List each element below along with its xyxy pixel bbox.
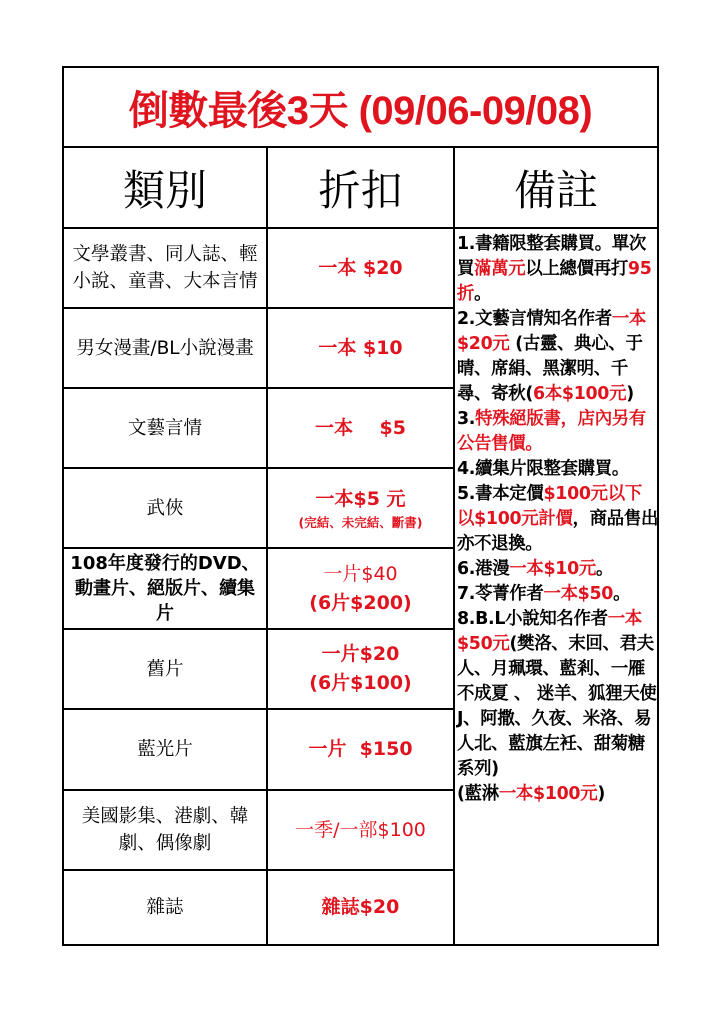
discount-cell xyxy=(268,389,453,467)
note-text: ) xyxy=(597,784,605,804)
note-highlight: 滿萬元 xyxy=(474,259,526,279)
note-highlight: 一本$50元 xyxy=(457,609,642,654)
note-text: 。 xyxy=(613,584,631,604)
note-text: 。 xyxy=(595,559,614,579)
discount-value: 一片$20 xyxy=(321,643,400,665)
discount-cell xyxy=(268,229,453,307)
discount-value: 一季/一部$100 xyxy=(295,818,426,841)
note-text: (樊洛、末回、君夫人、月珮環、藍剎、一雁不成夏 、 迷羊、狐狸天使J、阿撒、久夜、米洛、易人北、藍旗左衽、甜菊糖系列) xyxy=(457,634,657,779)
category-cell: 男女漫畫/BL小說漫畫 xyxy=(76,337,254,359)
note-item xyxy=(457,782,659,807)
note-item xyxy=(457,582,659,607)
note-item xyxy=(457,407,659,457)
discount-value: 一片$40 xyxy=(323,562,398,585)
discount-cell xyxy=(268,549,453,628)
note-text: 4.續集片限整套購買。 xyxy=(457,459,629,479)
discount-note: (6片$200) xyxy=(309,591,412,614)
note-item xyxy=(457,457,659,482)
note-highlight: 95折 xyxy=(457,259,652,304)
discount-note: (完結、未完結、斷書) xyxy=(298,514,423,530)
category-cell: 文藝言情 xyxy=(127,417,202,439)
note-item xyxy=(457,232,659,307)
note-text: 2.文藝言情知名作者 xyxy=(457,309,612,329)
note-text: 5.書本定價 xyxy=(457,484,544,504)
category-cell: 美國影集、港劇、韓劇、偶像劇 xyxy=(81,806,249,854)
discount-value: 一片 $150 xyxy=(308,738,413,760)
discount-value: 一本 $20 xyxy=(318,256,403,279)
note-text: 6.港漫 xyxy=(457,559,510,579)
note-text: ) xyxy=(626,384,634,404)
discount-value: 一本 $10 xyxy=(318,336,403,359)
note-text: 8.B.L小說知名作者 xyxy=(457,609,608,629)
header-discount: 折扣 xyxy=(318,165,403,215)
note-highlight: 一本$20元 xyxy=(457,309,647,354)
category-cell: 雜誌 xyxy=(146,897,184,918)
discount-cell xyxy=(268,630,453,708)
discount-cell xyxy=(268,309,453,387)
note-highlight: 6本$100元 xyxy=(533,384,627,404)
note-text: 3. xyxy=(457,409,476,429)
note-highlight: 一本$10元 xyxy=(509,559,596,579)
note-item xyxy=(457,307,659,407)
note-highlight: 一本$50 xyxy=(543,584,614,604)
price-table xyxy=(62,66,659,946)
discount-cell xyxy=(268,710,453,789)
category-cell: 藍光片 xyxy=(137,739,193,760)
category-cell: 武俠 xyxy=(146,497,184,519)
discount-value: 一本 $5 xyxy=(315,416,406,439)
category-cell: 108年度發行的DVD、動畫片、絕版片、續集片 xyxy=(70,553,260,624)
discount-value: 雜誌$20 xyxy=(321,896,400,918)
note-item xyxy=(457,482,659,557)
note-highlight: 一本$100元 xyxy=(498,784,598,804)
note-text: ，商品售出亦不退換。 xyxy=(457,509,659,554)
page-title: 倒數最後3天 (09/06-09/08) xyxy=(128,88,593,133)
note-text: 1.書籍限整套購買。單次買 xyxy=(457,234,647,279)
note-item xyxy=(457,557,659,582)
note-item xyxy=(457,607,659,782)
discount-value: 一本$5 元 xyxy=(315,487,406,510)
note-highlight: 特殊絕版書，店內另有公告售價。 xyxy=(457,409,647,454)
notes-list xyxy=(455,229,659,807)
header-notes: 備註 xyxy=(513,165,598,215)
header-category: 類別 xyxy=(122,165,207,215)
discount-note: (6片$100) xyxy=(309,672,412,694)
note-text: (藍淋 xyxy=(457,784,499,804)
discount-cell xyxy=(268,791,453,869)
note-text: 7.苓菁作者 xyxy=(457,584,544,604)
note-text: (古靈、典心、于晴、席絹、黑潔明、千尋、寄秋( xyxy=(457,334,643,404)
note-highlight: $100元以下以$100元計價 xyxy=(457,484,642,529)
discount-cell xyxy=(268,469,453,547)
note-text: 以上總價再打 xyxy=(525,259,628,279)
discount-cell xyxy=(268,871,453,944)
category-cell: 文學叢書、同人誌、輕小說、童書、大本言情 xyxy=(72,244,258,292)
note-text: 。 xyxy=(474,284,492,304)
category-cell: 舊片 xyxy=(146,658,184,680)
